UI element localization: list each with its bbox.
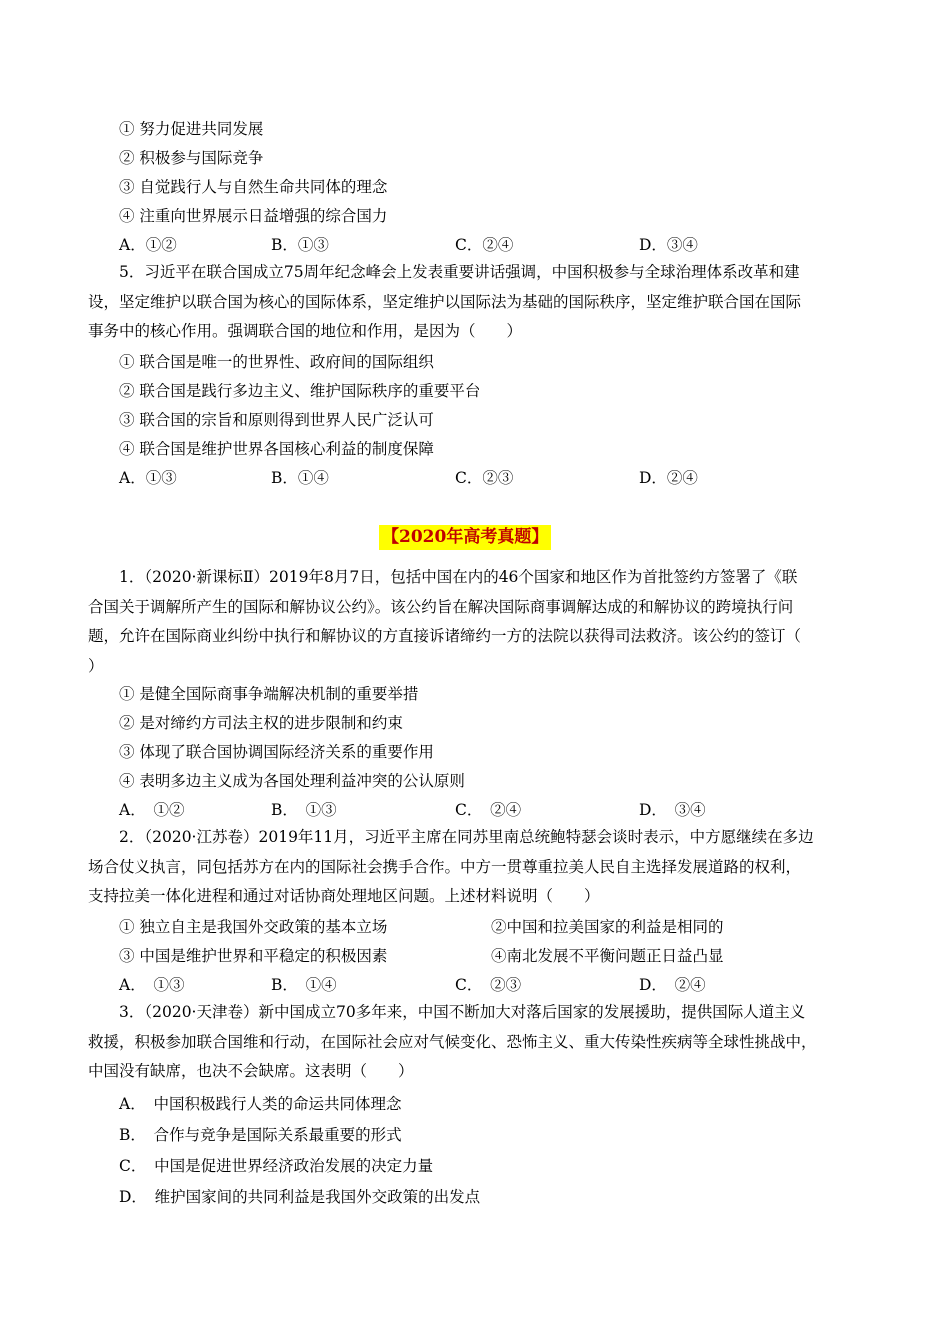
section-title: 【2020年高考真题】 <box>379 525 551 550</box>
statement-row <box>119 915 839 937</box>
option-a: A． ①② <box>119 801 185 819</box>
question-line: 场合仗义执言，同包括苏方在内的国际社会携手合作。中方一贯尊重拉美人民自主选择发展道路的权利， <box>88 857 802 876</box>
question-5-stem <box>88 258 866 347</box>
statement-2: ②中国和拉美国家的利益是相同的 <box>491 918 724 936</box>
answer-options <box>119 798 839 820</box>
option-d: D．②④ <box>639 469 698 487</box>
question-line: 1．（2020·新课标Ⅱ）2019年8月7日，包括中国在内的46个国家和地区作为首批签约方签署了《联 <box>119 568 798 586</box>
option-b: B． 合作与竞争是国际关系最重要的形式 <box>119 1126 402 1144</box>
statement-3: ③ 体现了联合国协调国际经济关系的重要作用 <box>119 743 434 761</box>
statement-2: ② 联合国是践行多边主义、维护国际秩序的重要平台 <box>119 382 481 400</box>
option-b: B．①④ <box>271 469 329 487</box>
statement-4: ④南北发展不平衡问题正日益凸显 <box>491 947 724 965</box>
option-c: C．②④ <box>455 236 514 254</box>
question-line: 题，允许在国际商业纠纷中执行和解协议的方直接诉诸缔约一方的法院以获得司法救济。该公约的签订（ <box>88 627 802 645</box>
answer-options <box>119 973 839 995</box>
statement-1: ① 联合国是唯一的世界性、政府间的国际组织 <box>119 353 434 371</box>
question-line: 5．习近平在联合国成立75周年纪念峰会上发表重要讲话强调，中国积极参与全球治理体系改革和建 <box>119 263 800 281</box>
option-d: D．③④ <box>639 236 698 254</box>
answer-options <box>119 233 839 255</box>
question-2-stem <box>88 823 866 912</box>
option-a: A．①③ <box>119 469 177 487</box>
statement-4: ④ 注重向世界展示日益增强的综合国力 <box>119 207 388 225</box>
option-c: C． 中国是促进世界经济政治发展的决定力量 <box>119 1157 434 1175</box>
option-d: D． 维护国家间的共同利益是我国外交政策的出发点 <box>119 1188 481 1206</box>
statement-1: ① 是健全国际商事争端解决机制的重要举措 <box>119 685 419 703</box>
answer-options <box>119 466 839 488</box>
question-line: 合国关于调解所产生的国际和解协议公约》。该公约旨在解决国际商事调解达成的和解协议的跨境执行问 <box>88 597 794 616</box>
statement-1: ① 努力促进共同发展 <box>119 120 264 138</box>
question-line: ） <box>88 656 104 675</box>
statement-1: ① 独立自主是我国外交政策的基本立场 <box>119 918 388 936</box>
question-1-stem <box>88 563 866 681</box>
question-line: 救援，积极参加联合国维和行动，在国际社会应对气候变化、恐怖主义、重大传染性疾病等全球性挑战中， <box>88 1032 817 1051</box>
question-line: 支持拉美一体化进程和通过对话协商处理地区问题。上述材料说明（ ） <box>88 887 600 905</box>
option-d: D． ③④ <box>639 801 706 819</box>
option-a: A．①② <box>119 236 177 254</box>
statement-3: ③ 中国是维护世界和平稳定的积极因素 <box>119 947 388 965</box>
option-a: A． ①③ <box>119 976 185 994</box>
statement-2: ② 是对缔约方司法主权的进步限制和约束 <box>119 714 403 732</box>
question-line: 中国没有缺席，也决不会缺席。这表明（ ） <box>88 1062 414 1080</box>
option-c: C． ②④ <box>455 801 522 819</box>
question-line: 3．（2020·天津卷）新中国成立70多年来，中国不断加大对落后国家的发展援助，提供国际人道主义 <box>119 1003 806 1021</box>
option-a: A． 中国积极践行人类的命运共同体理念 <box>119 1095 402 1113</box>
option-c: C． ②③ <box>455 976 522 994</box>
statement-3: ③ 自觉践行人与自然生命共同体的理念 <box>119 178 388 196</box>
question-3-stem <box>88 998 866 1087</box>
option-b: B．①③ <box>271 236 329 254</box>
statement-4: ④ 表明多边主义成为各国处理利益冲突的公认原则 <box>119 772 465 790</box>
option-d: D． ②④ <box>639 976 706 994</box>
option-c: C．②③ <box>455 469 514 487</box>
statement-row <box>119 944 839 966</box>
statement-2: ② 积极参与国际竞争 <box>119 149 264 167</box>
question-line: 事务中的核心作用。强调联合国的地位和作用，是因为（ ） <box>88 322 523 340</box>
question-line: 2．（2020·江苏卷）2019年11月，习近平主席在同苏里南总统鲍特瑟会谈时表示，中方愿继续在多边 <box>119 828 814 846</box>
question-line: 设，坚定维护以联合国为核心的国际体系，坚定维护以国际法为基础的国际秩序，坚定维护联合国在国际 <box>88 292 802 311</box>
statement-4: ④ 联合国是维护世界各国核心利益的制度保障 <box>119 440 434 458</box>
option-b: B． ①④ <box>271 976 337 994</box>
option-b: B． ①③ <box>271 801 337 819</box>
statement-3: ③ 联合国的宗旨和原则得到世界人民广泛认可 <box>119 411 434 429</box>
